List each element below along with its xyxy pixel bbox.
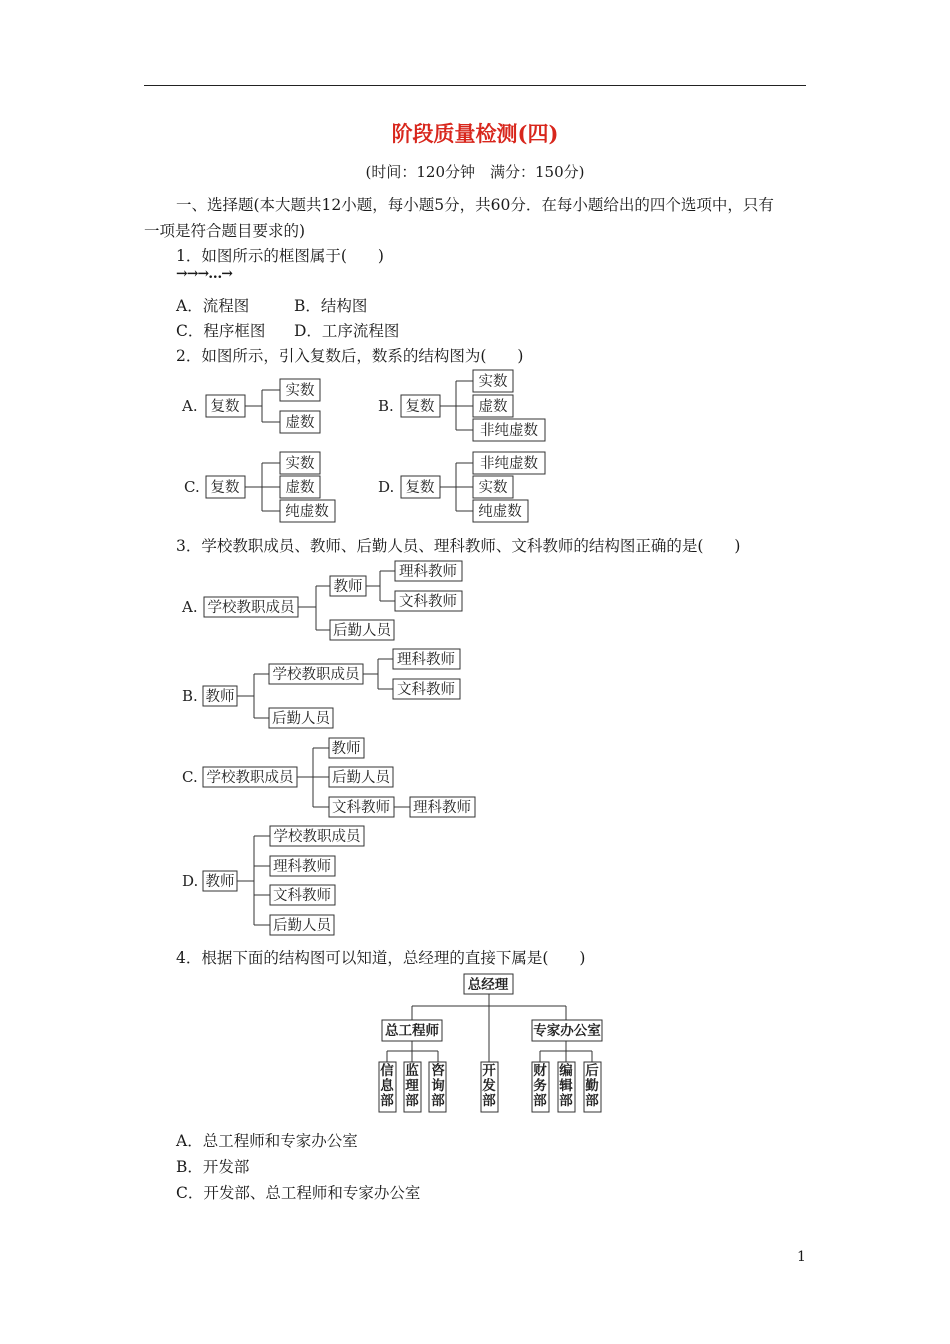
q3-c-root: 学校教职成员 <box>206 770 294 786</box>
q2-b-label: B. <box>378 397 394 415</box>
q3-d-child: 理科教师 <box>273 859 331 875</box>
q3-d-child: 文科教师 <box>273 888 331 904</box>
page-title: 阶段质量检测(四) <box>391 121 559 146</box>
q4-right: 专家办公室 <box>533 1023 601 1039</box>
q4-left: 总工程师 <box>385 1023 439 1039</box>
q4-option-b[interactable]: B．开发部 <box>176 1158 250 1176</box>
q2-b-child: 非纯虚数 <box>480 423 538 439</box>
q3-c-next: 理科教师 <box>413 800 471 816</box>
q2-b-child: 实数 <box>478 374 508 390</box>
q3-diagram-d[interactable] <box>182 826 364 935</box>
q2-diagram-c[interactable] <box>184 452 335 522</box>
q2-d-child: 纯虚数 <box>478 504 522 520</box>
q4-right-child: 财务部 <box>533 1063 547 1109</box>
q4-option-a[interactable]: A．总工程师和专家办公室 <box>176 1132 358 1150</box>
q1-arrow-figure: →→→…→ <box>176 266 232 282</box>
q3-diagram-b[interactable] <box>182 649 460 728</box>
q1-stem: 1．如图所示的框图属于( ) <box>176 247 384 265</box>
q4-middle: 开发部 <box>482 1063 496 1109</box>
q4-stem: 4．根据下面的结构图可以知道，总经理的直接下属是( ) <box>176 949 586 967</box>
q2-diagram-a[interactable] <box>181 379 320 433</box>
q2-c-label: C. <box>184 478 200 496</box>
q3-d-root: 教师 <box>205 874 235 890</box>
q1-option-c[interactable]: C．程序框图 <box>176 322 266 340</box>
q3-a-leaf: 理科教师 <box>399 564 457 580</box>
q2-diagram-d[interactable] <box>378 452 545 522</box>
q3-b-mid: 学校教职成员 <box>272 667 360 683</box>
q3-c-child: 后勤人员 <box>332 770 390 786</box>
q4-left-child: 监理部 <box>405 1063 419 1109</box>
q2-d-root: 复数 <box>405 480 435 496</box>
page-number: 1 <box>797 1249 806 1265</box>
exam-info: (时间：120分钟 满分：150分) <box>365 163 585 181</box>
q3-a-leaf: 文科教师 <box>399 594 457 610</box>
section-intro-line2: 一项是符合题目要求的) <box>144 222 306 240</box>
q2-d-child: 实数 <box>478 480 508 496</box>
q3-diagram-c[interactable] <box>182 738 475 817</box>
q4-right-child: 后勤部 <box>585 1063 599 1109</box>
q3-b-label: B. <box>182 687 198 705</box>
q4-right-child: 编辑部 <box>559 1063 573 1109</box>
q3-b-leaf: 理科教师 <box>397 652 455 668</box>
q2-diagram-b[interactable] <box>378 370 545 441</box>
q3-stem: 3．学校教职成员、教师、后勤人员、理科教师、文科教师的结构图正确的是( ) <box>176 537 741 555</box>
q3-b-other: 后勤人员 <box>272 711 330 727</box>
q4-left-child: 信息部 <box>380 1063 394 1109</box>
q3-diagram-a[interactable] <box>181 561 462 640</box>
q1-option-b[interactable]: B．结构图 <box>294 297 368 315</box>
q3-d-label: D. <box>182 872 199 890</box>
q2-a-root: 复数 <box>210 399 240 415</box>
q3-a-label: A. <box>182 598 198 616</box>
q2-d-child: 非纯虚数 <box>480 456 538 472</box>
section-intro-line1: 一、选择题(本大题共12小题，每小题5分，共60分．在每小题给出的四个选项中，只有 <box>176 196 774 214</box>
q4-org-chart <box>379 974 602 1112</box>
q3-a-mid: 教师 <box>333 579 363 595</box>
q2-c-child: 虚数 <box>285 480 315 496</box>
q4-left-child: 咨询部 <box>431 1063 445 1109</box>
q2-c-child: 纯虚数 <box>285 504 329 520</box>
q2-a-child: 实数 <box>285 383 315 399</box>
q3-c-label: C. <box>182 768 198 786</box>
q3-d-child: 后勤人员 <box>273 918 331 934</box>
q3-b-root: 教师 <box>205 689 235 705</box>
q2-b-root: 复数 <box>405 399 435 415</box>
q3-d-child: 学校教职成员 <box>273 829 361 845</box>
q4-option-c[interactable]: C．开发部、总工程师和专家办公室 <box>176 1184 421 1202</box>
q2-a-label: A. <box>182 397 198 415</box>
q1-option-a[interactable]: A．流程图 <box>176 297 250 315</box>
q3-a-other: 后勤人员 <box>333 623 391 639</box>
q2-c-root: 复数 <box>210 480 240 496</box>
q2-c-child: 实数 <box>285 456 315 472</box>
q3-c-child: 文科教师 <box>332 800 390 816</box>
q1-option-d[interactable]: D．工序流程图 <box>294 322 400 340</box>
q2-a-child: 虚数 <box>285 415 315 431</box>
q3-c-child: 教师 <box>331 741 361 757</box>
q4-top: 总经理 <box>467 977 509 993</box>
q2-stem: 2．如图所示，引入复数后，数系的结构图为( ) <box>176 347 524 365</box>
q3-a-root: 学校教职成员 <box>207 600 295 616</box>
q2-b-child: 虚数 <box>478 399 508 415</box>
q2-d-label: D. <box>378 478 395 496</box>
q3-b-leaf: 文科教师 <box>397 682 455 698</box>
